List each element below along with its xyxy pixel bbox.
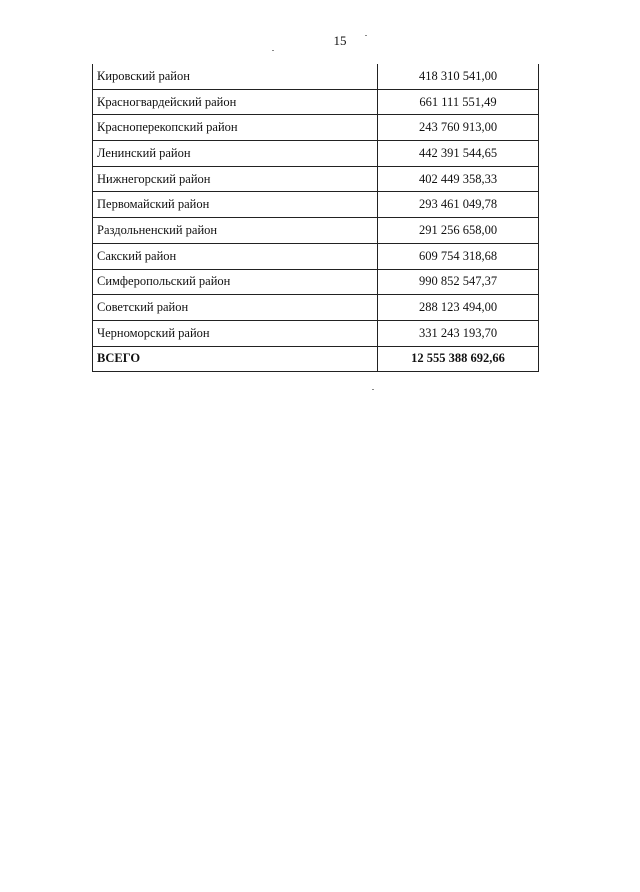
scan-speck [365,35,367,36]
district-amount: 243 760 913,00 [378,115,539,141]
district-name: Красноперекопский район [93,115,378,141]
table-row [93,192,539,218]
district-amount: 293 461 049,78 [378,192,539,218]
district-name: Кировский район [93,64,378,89]
total-label: ВСЕГО [93,346,378,372]
table-row [93,269,539,295]
table-row [93,243,539,269]
district-amount: 291 256 658,00 [378,218,539,244]
district-amount: 402 449 358,33 [378,166,539,192]
district-name: Раздольненский район [93,218,378,244]
total-row [93,346,539,372]
district-amount: 609 754 318,68 [378,243,539,269]
page-number: 15 [333,33,347,48]
table-row [93,115,539,141]
scan-speck [372,389,374,390]
table-row [93,89,539,115]
scan-speck [272,50,274,51]
table-row [93,166,539,192]
district-amount: 418 310 541,00 [378,64,539,89]
district-budget-table [92,64,539,372]
district-amount: 990 852 547,37 [378,269,539,295]
district-name: Нижнегорский район [93,166,378,192]
district-amount: 288 123 494,00 [378,295,539,321]
district-name: Ленинский район [93,141,378,167]
district-name: Советский район [93,295,378,321]
table-row [93,64,539,89]
table-row [93,141,539,167]
district-name: Симферопольский район [93,269,378,295]
district-amount: 331 243 193,70 [378,320,539,346]
district-name: Черноморский район [93,320,378,346]
district-amount: 442 391 544,65 [378,141,539,167]
district-amount: 661 111 551,49 [378,89,539,115]
total-amount: 12 555 388 692,66 [378,346,539,372]
table-row [93,295,539,321]
table-row [93,218,539,244]
district-name: Красногвардейский район [93,89,378,115]
table-row [93,320,539,346]
district-name: Первомайский район [93,192,378,218]
district-name: Сакский район [93,243,378,269]
